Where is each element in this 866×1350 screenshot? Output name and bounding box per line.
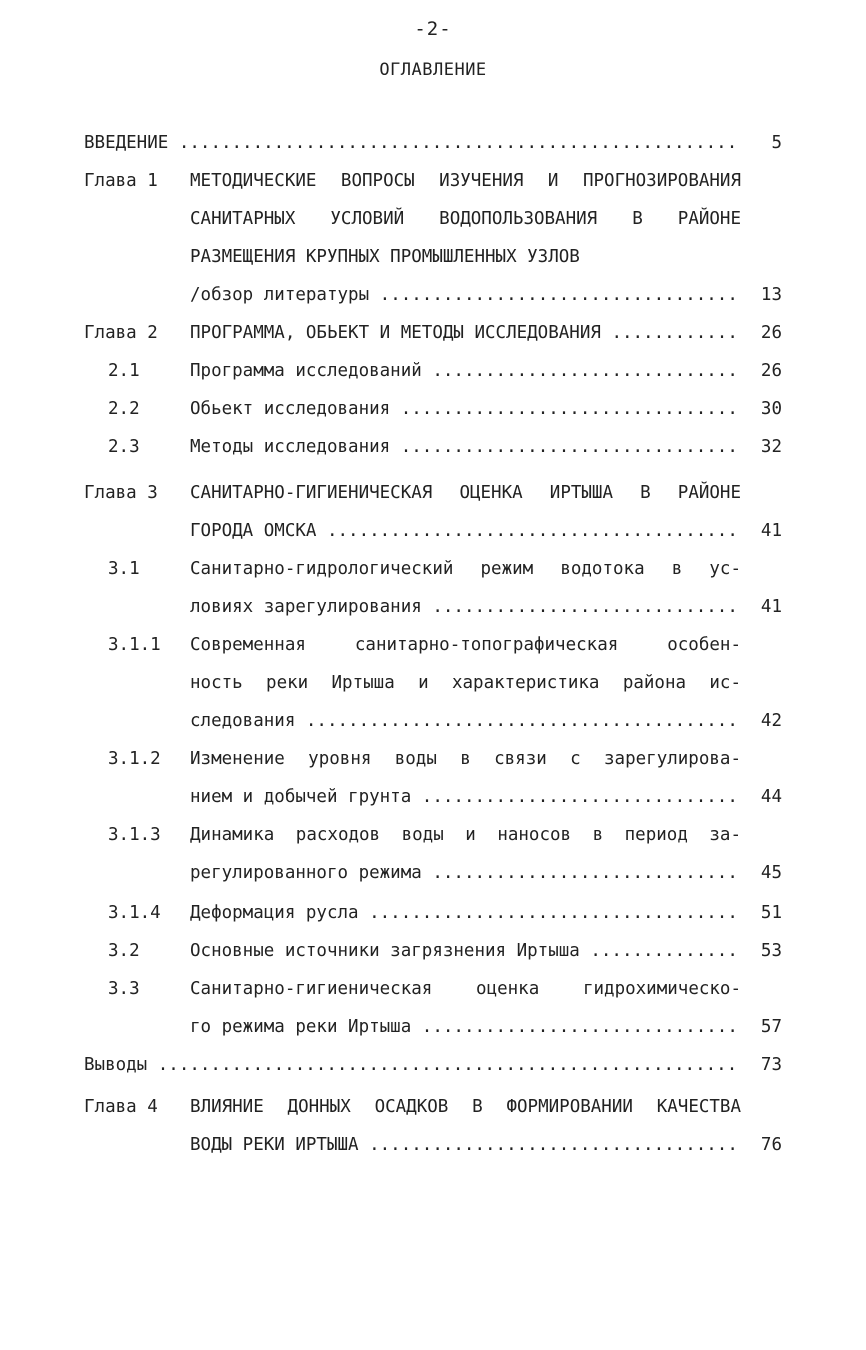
toc-entry-text: САНИТАРНО-ГИГИЕНИЧЕСКАЯ ОЦЕНКА ИРТЫША В РАЙОНЕ: [190, 483, 741, 503]
toc-entry-page: 51: [760, 903, 782, 923]
toc-entry-page: 41: [760, 597, 782, 617]
toc-entry-page: 41: [760, 521, 782, 541]
toc-entry-number: 3.3: [108, 979, 140, 999]
toc-entry-text: МЕТОДИЧЕСКИЕ ВОПРОСЫ ИЗУЧЕНИЯ И ПРОГНОЗИРОВАНИЯ: [190, 171, 741, 191]
toc-entry-text: Основные источники загрязнения Иртыша .....: [190, 932, 741, 970]
toc-entry-page: 13: [760, 285, 782, 305]
toc-entry-text: РАЗМЕЩЕНИЯ КРУПНЫХ ПРОМЫШЛЕННЫХ УЗЛОВ: [190, 247, 580, 267]
toc-entry-page: 42: [760, 711, 782, 731]
toc-entry-text: Обьект исследования .....: [190, 390, 741, 428]
toc-entry-page: 45: [760, 863, 782, 883]
toc-entry-line: [0, 588, 866, 626]
toc-entry-page: 5: [771, 133, 782, 153]
toc-entry-section: [0, 970, 866, 1008]
toc-entry-section: [0, 352, 866, 390]
page-number: -2-: [414, 18, 452, 40]
toc-entry-text: Выводы .....: [84, 1046, 741, 1084]
toc-entry-chapter-2: [0, 314, 866, 352]
toc-entry-text: Программа исследований .....: [190, 352, 741, 390]
toc-entry-number: Глава 2: [84, 323, 158, 343]
toc-entry-introduction: [0, 124, 866, 162]
toc-entry-text: /обзор литературы .....: [190, 276, 741, 314]
toc-entry-page: 26: [760, 361, 782, 381]
toc-entry-line: [0, 238, 866, 276]
toc-entry-page: 57: [760, 1017, 782, 1037]
toc-entry-conclusions: [0, 1046, 866, 1084]
toc-title: ОГЛАВЛЕНИЕ: [379, 60, 487, 80]
toc-entry-text: ВВЕДЕНИЕ .....: [84, 124, 741, 162]
toc-entry-number: 3.1: [108, 559, 140, 579]
toc-entry-text: САНИТАРНЫХ УСЛОВИЙ ВОДОПОЛЬЗОВАНИЯ В РАЙОНЕ: [190, 209, 741, 229]
toc-entry-text: ность реки Иртыша и характеристика района ис-: [190, 673, 741, 693]
toc-entry-number: 2.1: [108, 361, 140, 381]
toc-entry-number: 2.2: [108, 399, 140, 419]
toc-entry-line: [0, 1008, 866, 1046]
toc-entry-text: регулированного режима .....: [190, 854, 741, 892]
toc-entry-text: Деформация русла .....: [190, 894, 741, 932]
toc-entry-text: Современная санитарно-топографическая особен-: [190, 635, 741, 655]
toc-entry-text: Методы исследования .....: [190, 428, 741, 466]
toc-entry-line: [0, 276, 866, 314]
toc-entry-subsection: [0, 626, 866, 664]
toc-entry-text: ГОРОДА ОМСКА .....: [190, 512, 741, 550]
toc-entry-text: го режима реки Иртыша .....: [190, 1008, 741, 1046]
toc-entry-line: [0, 1126, 866, 1164]
toc-entry-number: 3.1.4: [108, 903, 161, 923]
toc-entry-text: ВЛИЯНИЕ ДОННЫХ ОСАДКОВ В ФОРМИРОВАНИИ КАЧЕСТВА: [190, 1097, 741, 1117]
toc-entry-page: 53: [760, 941, 782, 961]
toc-entry-subsection: [0, 894, 866, 932]
toc-entry-line: [0, 200, 866, 238]
toc-entry-subsection: [0, 740, 866, 778]
toc-entry-page: 32: [760, 437, 782, 457]
toc-entry-section: [0, 932, 866, 970]
toc-entry-chapter-3: [0, 474, 866, 512]
toc-entry-page: 44: [760, 787, 782, 807]
toc-entry-subsection: [0, 816, 866, 854]
toc-entry-number: Глава 3: [84, 483, 158, 503]
toc-entry-page: 76: [760, 1135, 782, 1155]
toc-entry-number: 2.3: [108, 437, 140, 457]
toc-entry-number: 3.1.1: [108, 635, 161, 655]
toc-entry-section: [0, 390, 866, 428]
toc-entry-line: [0, 702, 866, 740]
toc-entry-chapter-4: [0, 1088, 866, 1126]
toc-entry-line: [0, 778, 866, 816]
toc-entry-page: 26: [760, 323, 782, 343]
toc-entry-text: Санитарно-гидрологический режим водотока в ус-: [190, 559, 741, 579]
toc-entry-number: Глава 1: [84, 171, 158, 191]
toc-entry-text: ловиях зарегулирования .....: [190, 588, 741, 626]
toc-entry-chapter-1: [0, 162, 866, 200]
toc-entry-text: Динамика расходов воды и наносов в период за-: [190, 825, 741, 845]
toc-entry-text: Санитарно-гигиеническая оценка гидрохимическо-: [190, 979, 741, 999]
toc-entry-section: [0, 428, 866, 466]
toc-entry-line: [0, 512, 866, 550]
toc-entry-line: [0, 854, 866, 892]
toc-entry-section: [0, 550, 866, 588]
toc-entry-text: нием и добычей грунта .....: [190, 778, 741, 816]
toc-entry-text: следования .....: [190, 702, 741, 740]
toc-entry-text: ВОДЫ РЕКИ ИРТЫША .....: [190, 1126, 741, 1164]
toc-entry-page: 73: [760, 1055, 782, 1075]
toc-entry-number: 3.1.2: [108, 749, 161, 769]
toc-entry-line: [0, 664, 866, 702]
toc-entry-text: Изменение уровня воды в связи с зарегулирова-: [190, 749, 741, 769]
toc-entry-page: 30: [760, 399, 782, 419]
toc-entry-number: 3.2: [108, 941, 140, 961]
toc-entry-number: 3.1.3: [108, 825, 161, 845]
toc-entry-number: Глава 4: [84, 1097, 158, 1117]
toc-entry-text: ПРОГРАММА, ОБЬЕКТ И МЕТОДЫ ИССЛЕДОВАНИЯ .....: [190, 314, 741, 352]
